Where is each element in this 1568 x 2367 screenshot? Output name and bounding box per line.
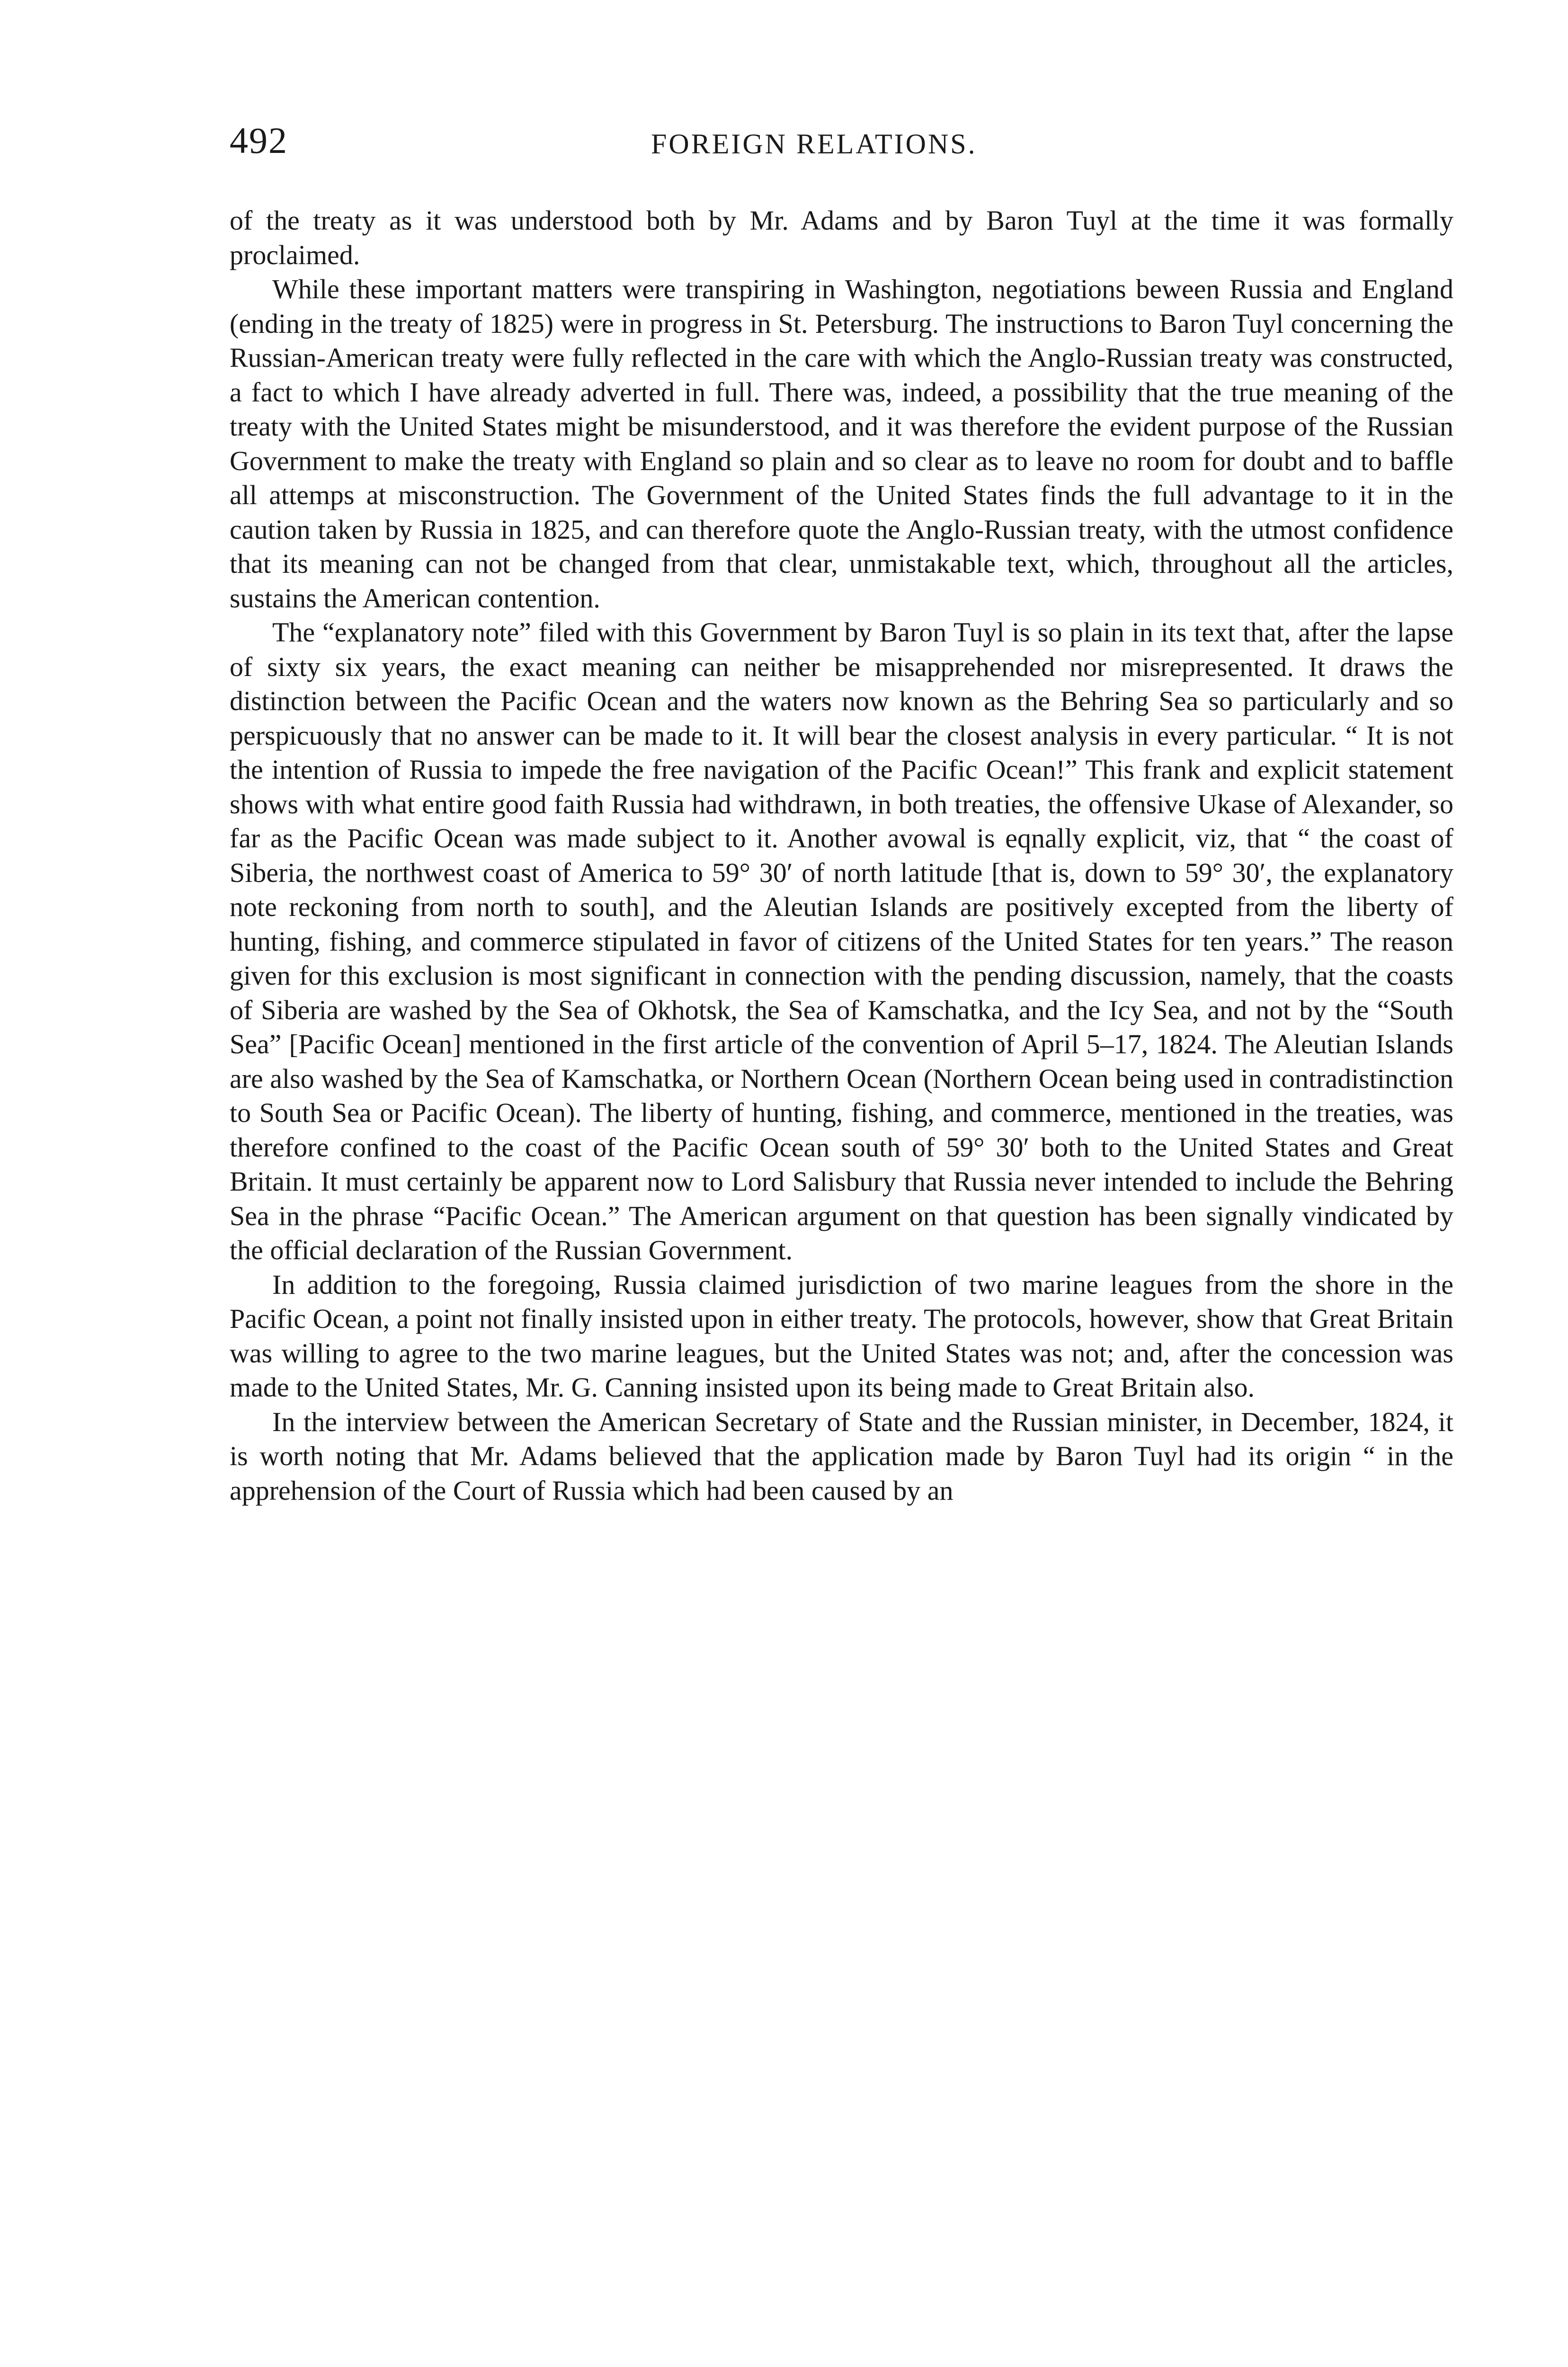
paragraph-interview: In the interview between the American Secretary of State and the Russian minister, in December, 1824, it is worth noting that Mr. Adams believed that the application made by Baron Tuyl had its origin “ in the apprehension of the Court of Russia which had been caused by an xyxy=(230,1406,1453,1506)
paragraph-negotiations: While these important matters were transpiring in Washington, negotiations beween Russia and England (ending in the treaty of 1825) were in progress in St. Petersburg. The instructions to Baron Tuyl concerning the Russian-American treaty were fully reflected in the care with which the Anglo-Russian treaty was constructed, a fact to which I have already adverted in full. There was, indeed, a possibility that the true meaning of the treaty with the United States might be misunderstood, and it was therefore the evident purpose of the Russian Government to make the treaty with England so plain and so clear as to leave no room for doubt and to baffle all attemps at misconstruction. The Government of the United States finds the full advantage to it in the caution taken by Russia in 1825, and can therefore quote the Anglo-Russian treaty, with the utmost confidence that its meaning can not be changed from that clear, unmistakable text, which, throughout all the articles, sustains the American contention. xyxy=(230,274,1453,614)
paragraph-explanatory-note: The “explanatory note” filed with this Government by Baron Tuyl is so plain in its text that, after the lapse of sixty six years, the exact meaning can neither be misapprehended nor misrepresented. It draws the distinction between the Pacific Ocean and the waters now known as the Behring Sea so particularly and so perspicuously that no answer can be made to it. It will bear the closest analysis in every particular. “ It is not the intention of Russia to impede the free navigation of the Pacific Ocean!” This frank and explicit statement shows with what entire good faith Russia had withdrawn, in both treaties, the offensive Ukase of Alexander, so far as the Pacific Ocean was made subject to it. Another avowal is eqnally explicit, viz, that “ the coast of Siberia, the northwest coast of America to 59° 30′ of north latitude [that is, down to 59° 30′, the explanatory note reckoning from north to south], and the Aleutian Islands are positively excepted from the liberty of hunting, fishing, and commerce stipulated in favor of citizens of the United States for ten years.” The reason given for this exclusion is most significant in connection with the pending discussion, namely, that the coasts of Siberia are washed by the Sea of Okhotsk, the Sea of Kamschatka, and the Icy Sea, and not by the “South Sea” [Pacific Ocean] mentioned in the first article of the convention of April 5–17, 1824. The Aleutian Islands are also washed by the Sea of Kamschatka, or Northern Ocean (Northern Ocean being used in contradistinction to South Sea or Pacific Ocean). The liberty of hunting, fishing, and commerce, mentioned in the treaties, was therefore confined to the coast of the Pacific Ocean south of 59° 30′ both to the United States and Great Britain. It must certainly be apparent now to Lord Salisbury that Russia never intended to include the Behring Sea in the phrase “Pacific Ocean.” The American argument on that question has been signally vindicated by the official declaration of the Russian Government. xyxy=(230,617,1453,1265)
page-header xyxy=(230,115,1461,167)
page-number: 492 xyxy=(230,120,288,161)
paragraph-marine-leagues: In addition to the foregoing, Russia claimed jurisdiction of two marine leagues from the shore in the Pacific Ocean, a point not finally insisted upon in either treaty. The protocols, however, show that Great Britain was willing to agree to the two marine leagues, but the United States was not; and, after the concession was made to the United States, Mr. G. Canning insisted upon its being made to Great Britain also. xyxy=(230,1269,1453,1403)
body-text xyxy=(230,204,1453,1508)
running-title: FOREIGN RELATIONS. xyxy=(651,128,977,160)
paragraph-continuation: of the treaty as it was understood both by Mr. Adams and by Baron Tuyl at the time it was formally proclaimed. xyxy=(230,205,1453,270)
